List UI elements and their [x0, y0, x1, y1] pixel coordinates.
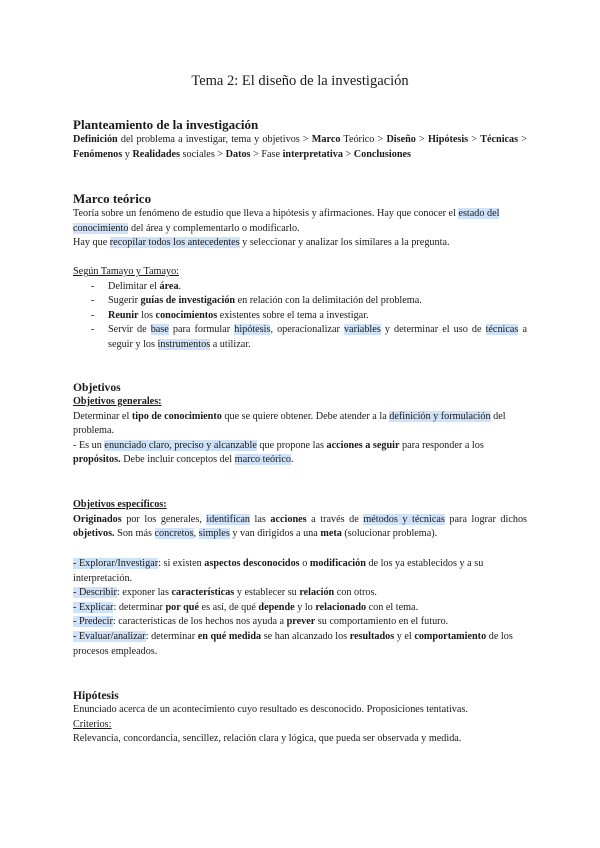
text: para formular [168, 324, 235, 336]
text: y van dirigidos a una [229, 528, 321, 540]
text: y lo [294, 601, 316, 613]
item-predecir [73, 615, 527, 630]
highlight: - Explicar [73, 601, 114, 613]
text: del área y complementarlo o modificarlo. [128, 222, 300, 234]
text: : características de los hechos nos ayuda a [112, 616, 287, 628]
text: del problema. [73, 410, 506, 437]
text: > [518, 134, 528, 145]
bold-term: tipo de conocimiento [131, 410, 222, 422]
text: su comportamiento en el futuro. [315, 616, 449, 628]
highlight: identifican [206, 513, 250, 525]
page-title: Tema 2: El diseño de la investigación [191, 73, 409, 89]
text: : exponer las [116, 587, 172, 599]
bold-term: en qué medida [197, 630, 262, 642]
list-item [73, 294, 527, 309]
text: : determinar [113, 601, 166, 613]
section-objetivos-especificos [73, 498, 527, 542]
text: Son más [114, 528, 155, 540]
term-hipotesis: Hipótesis [427, 134, 469, 145]
highlight: recopilar todos los antecedentes [109, 237, 240, 249]
text: a seguir y los [108, 324, 527, 350]
text: para responder a los [399, 439, 484, 451]
text: las [249, 513, 271, 525]
text: existentes sobre el tema a investigar. [217, 309, 369, 321]
bold-term: características [171, 587, 235, 599]
subheading-tamayo: Según Tamayo y Tamayo: [73, 266, 179, 277]
bold-term: modificación [309, 558, 366, 569]
text: que propone las [256, 439, 327, 451]
text: y establecer su [234, 587, 300, 599]
tamayo-list [73, 280, 527, 353]
text: Teoría sobre un fenómeno de estudio que lleva a hipótesis y afirmaciones. Hay que conocer el [73, 208, 459, 219]
text: para lograr dichos [444, 513, 528, 525]
subheading-criterios: Criterios: [73, 718, 112, 730]
highlight: simples [198, 528, 230, 540]
highlight: hipótesis [234, 324, 271, 336]
section-hipotesis [73, 688, 527, 747]
bold-term: conocimientos [155, 309, 218, 321]
bold-term: acciones a seguir [326, 439, 400, 451]
text: de los ya establecidos y a su interpretación. [73, 558, 484, 584]
text: a través de [306, 513, 364, 525]
text: , [193, 528, 199, 540]
term-marco: Marco [311, 134, 341, 145]
bold-term: comportamiento [414, 630, 487, 642]
text: . [290, 454, 294, 466]
item-explorar [73, 557, 527, 586]
heading-planteamiento: Planteamiento de la investigación [73, 117, 259, 132]
bold-term: por qué [165, 601, 199, 613]
highlight: instrumentos [157, 338, 211, 350]
subheading-objetivos-especificos: Objetivos específicos: [73, 499, 167, 510]
text: se han alcanzado los [261, 630, 350, 642]
term-fenomenos: Fenómenos [73, 148, 123, 160]
text: y el [394, 630, 415, 642]
text: Debe incluir conceptos del [120, 454, 235, 466]
bold-term: guías de investigación [140, 295, 236, 307]
text: con otros. [334, 587, 377, 599]
text: y [122, 148, 133, 160]
text: Determinar el [73, 410, 132, 422]
subheading-objetivos-generales: Objetivos generales: [73, 396, 162, 407]
highlight: técnicas [485, 324, 519, 336]
bold-term: resultados [349, 630, 395, 642]
text: : determinar [145, 630, 198, 642]
bold-term: propósitos. [73, 454, 121, 466]
heading-marco-teorico: Marco teórico [73, 191, 152, 206]
highlight: métodos y técnicas [363, 513, 445, 525]
term-tecnicas: Técnicas [480, 134, 519, 145]
text: los [138, 309, 156, 321]
highlight: - Evaluar/analizar [73, 630, 146, 642]
highlight: - Explorar/Investigar [73, 558, 159, 569]
text: > [415, 134, 428, 145]
paragraph-marco-1 [73, 207, 527, 236]
text: Teórico > [340, 134, 387, 145]
text: > [468, 134, 481, 145]
bold-term: prever [286, 616, 316, 628]
text: y seleccionar y analizar los similares a la pregunta. [239, 237, 450, 249]
text: > [342, 148, 354, 160]
term-conclusiones: Conclusiones [353, 148, 411, 160]
text: Sugerir [108, 295, 141, 307]
section-marco-teorico [73, 191, 527, 251]
section-objetivos [73, 380, 527, 468]
text: o [299, 558, 310, 569]
list-item [73, 309, 527, 324]
text: sociales > [179, 148, 226, 160]
paragraph-hipotesis-2: Relevancia, concordancia, sencillez, relación clara y lógica, que pueda ser observada y medida. [73, 733, 462, 745]
text: y determinar el uso de [380, 324, 486, 336]
highlight: base [150, 324, 169, 336]
bold-term: relacionado [315, 601, 367, 613]
highlight: concretos [154, 528, 194, 540]
text: Servir de [108, 324, 151, 336]
text: en relación con la delimitación del problema. [235, 295, 422, 307]
highlight: variables [343, 324, 381, 336]
text: del problema a investigar, tema y objetivos > [117, 134, 312, 145]
highlight: enunciado claro, preciso y alcanzable [104, 439, 257, 451]
paragraph-generales-2 [73, 439, 527, 468]
highlight: estado del conocimiento [73, 208, 500, 234]
term-realidades: Realidades [132, 148, 180, 160]
bold-term: objetivos. [73, 528, 115, 540]
term-datos: Datos [225, 148, 251, 160]
term-definicion: Definición [73, 134, 118, 145]
paragraph-generales-1 [73, 410, 527, 439]
text: que se quiere obtener. Debe atender a la [221, 410, 390, 422]
highlight: marco teórico [234, 454, 291, 466]
text: con el tema. [366, 601, 419, 613]
heading-hipotesis: Hipótesis [73, 689, 119, 702]
bold-term: área [159, 280, 179, 292]
list-item [73, 280, 527, 295]
text: > Fase [250, 148, 283, 160]
text: : si existen [158, 558, 205, 569]
text: - Es un [73, 439, 105, 451]
text: (solucionar problema). [341, 528, 438, 540]
highlight: - Predecir [73, 616, 113, 628]
paragraph-especificos [73, 513, 527, 542]
item-describir [73, 586, 527, 601]
bold-term: acciones [270, 513, 307, 525]
item-evaluar [73, 630, 527, 659]
text: Hay que [73, 237, 110, 249]
text: de los procesos empleados. [73, 630, 513, 657]
paragraph-marco-2 [73, 236, 527, 251]
bold-term: depende [258, 601, 295, 613]
highlight: - Describir [73, 587, 117, 599]
heading-objetivos: Objetivos [73, 381, 121, 394]
paragraph-hipotesis-1: Enunciado acerca de un acontecimiento cuyo resultado es desconocido. Proposiciones tentativas. [73, 704, 468, 715]
list-item [73, 323, 527, 352]
term-interpretativa: interpretativa [282, 148, 343, 160]
text: a utilizar. [210, 338, 251, 350]
section-planteamiento [73, 117, 527, 162]
section-tipos-objetivos [73, 557, 527, 659]
item-explicar [73, 601, 527, 616]
text: , operacionalizar [270, 324, 344, 336]
text: es así, de qué [199, 601, 259, 613]
bold-term: Reunir [108, 309, 139, 321]
bold-term: aspectos desconocidos [204, 558, 300, 569]
text: por los generales, [121, 513, 207, 525]
bold-term: relación [299, 587, 335, 599]
section-tamayo [73, 265, 527, 353]
highlight: definición y formulación [389, 410, 491, 422]
bold-term: meta [320, 528, 342, 540]
paragraph-planteamiento [73, 133, 527, 162]
bold-term: Originados [73, 513, 122, 525]
text: . [178, 280, 182, 292]
term-diseno: Diseño [386, 134, 416, 145]
text: Delimitar el [108, 280, 160, 292]
